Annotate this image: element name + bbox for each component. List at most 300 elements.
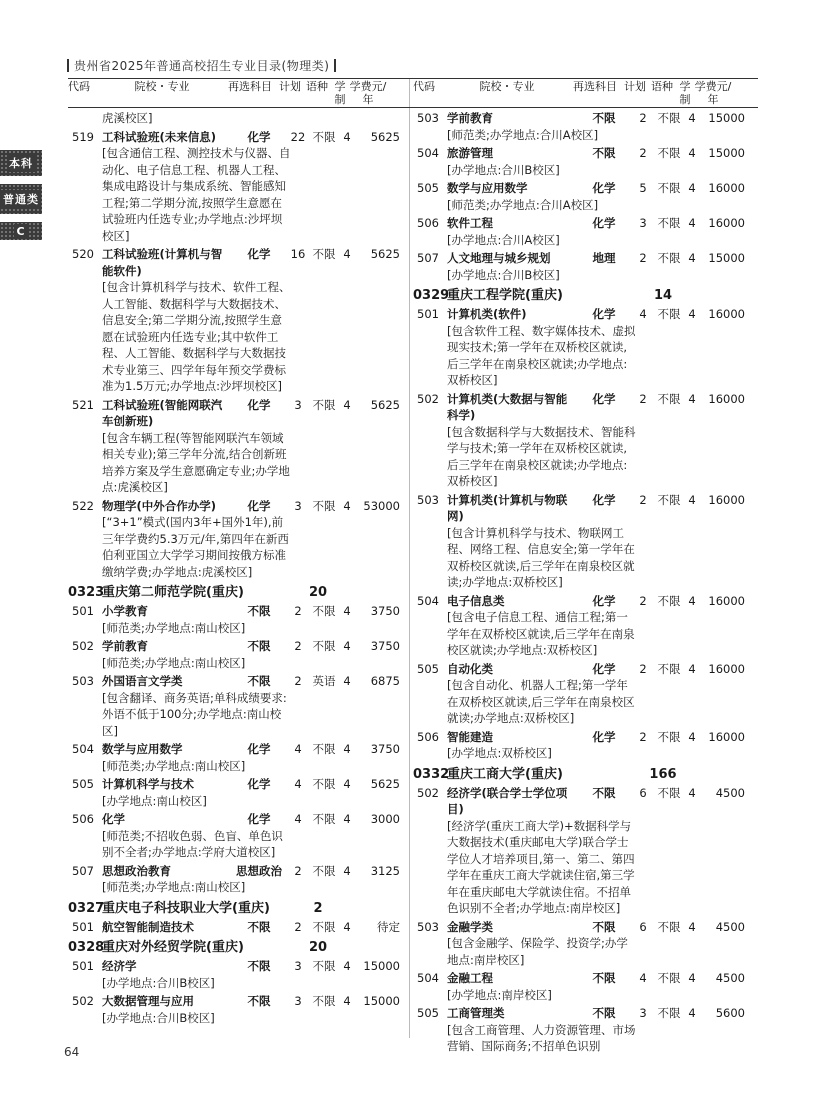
program-lang: 不限	[657, 111, 681, 125]
program-lang: 不限	[657, 593, 681, 608]
program-name: 计算机类(大数据与智能科学)	[447, 391, 568, 422]
program-note: [办学地点:南山校区]	[102, 793, 207, 808]
side-tab-undergrad: 本科	[0, 150, 42, 176]
program-code: 501	[72, 604, 94, 618]
program-fee: 4500	[715, 919, 745, 934]
program-years: 4	[688, 216, 696, 230]
program-lang: 英语	[312, 674, 336, 688]
program-row	[413, 729, 758, 746]
program-plan: 3	[294, 994, 302, 1008]
program-code: 520	[72, 247, 94, 261]
program-fee: 3750	[370, 604, 400, 618]
program-subject: 不限	[247, 994, 271, 1008]
program-row	[413, 145, 758, 162]
program-row	[413, 1005, 758, 1022]
program-note: [师范类;办学地点:合川A校区]	[447, 127, 599, 142]
program-name: 工科试验班(未来信息)	[102, 129, 217, 144]
program-years: 4	[688, 307, 696, 321]
program-code: 502	[417, 785, 439, 800]
program-code: 504	[417, 146, 439, 160]
header-subject: 再选科目	[228, 80, 272, 93]
right-column	[413, 78, 758, 1057]
header-lang: 语种	[306, 80, 328, 93]
program-name: 思想政治教育	[102, 863, 171, 878]
header-fee: 学费元/年	[694, 80, 732, 106]
program-subject: 化学	[592, 661, 616, 676]
program-years: 4	[343, 639, 351, 653]
program-subject: 不限	[592, 1006, 616, 1020]
program-plan: 2	[639, 661, 647, 676]
program-subject: 化学	[592, 729, 616, 744]
program-subject: 不限	[592, 971, 616, 985]
program-years: 4	[688, 146, 696, 160]
program-name: 工科试验班(计算机与智能软件)	[102, 247, 223, 278]
program-note: [办学地点:合川B校区]	[102, 975, 215, 990]
program-subject: 不限	[592, 111, 616, 125]
page-number: 64	[64, 1045, 80, 1059]
program-row	[68, 863, 413, 880]
program-fee: 6875	[370, 674, 400, 688]
program-row	[413, 785, 758, 818]
program-subject: 不限	[247, 604, 271, 618]
program-row	[413, 306, 758, 323]
school-header: 0328 重庆对外经贸学院(重庆) 20	[68, 940, 328, 955]
header-name: 院校・专业	[479, 80, 535, 93]
program-plan: 4	[294, 742, 302, 756]
program-note: [包含软件工程、数字媒体技术、虚拟现实技术;第一学年在双桥校区就读,后三学年在南泉校区就读;办学地点:双桥校区]	[447, 323, 636, 387]
program-code: 505	[417, 181, 439, 195]
header-title: 贵州省2025年普通高校招生专业目录(物理类)	[74, 59, 330, 73]
program-subject: 化学	[247, 247, 271, 261]
program-fee: 3125	[370, 863, 400, 878]
program-plan: 3	[639, 1006, 647, 1020]
program-plan: 2	[294, 639, 302, 653]
program-note: [师范类;办学地点:南山校区]	[102, 758, 246, 773]
program-row	[413, 593, 758, 610]
program-years: 4	[343, 742, 351, 756]
program-plan: 2	[639, 492, 647, 507]
program-name: 计算机类(计算机与物联网)	[447, 492, 568, 523]
program-plan: 3	[294, 498, 302, 513]
program-fee: 5600	[715, 1006, 745, 1020]
program-fee: 16000	[708, 729, 745, 744]
program-subject: 思想政治	[236, 863, 282, 878]
program-note: [师范类;办学地点:南山校区]	[102, 620, 246, 635]
program-years: 4	[688, 919, 696, 934]
program-code: 504	[72, 742, 94, 756]
program-fee: 15000	[708, 111, 745, 125]
program-fee: 16000	[708, 181, 745, 195]
program-years: 4	[343, 959, 351, 973]
program-name: 软件工程	[447, 216, 493, 230]
program-lang: 不限	[312, 604, 336, 618]
program-fee: 15000	[708, 146, 745, 160]
left-block1	[68, 129, 413, 581]
program-row	[413, 661, 758, 678]
program-fee: 16000	[708, 593, 745, 608]
program-plan: 22	[290, 129, 306, 144]
program-name: 金融工程	[447, 971, 493, 985]
program-subject: 化学	[247, 812, 271, 826]
program-years: 4	[343, 129, 351, 144]
program-note: [包含金融学、保险学、投资学;办学地点:南岸校区]	[447, 936, 628, 967]
program-fee: 4500	[715, 971, 745, 985]
program-plan: 4	[294, 812, 302, 826]
program-note: [“3+1”模式(国内3年+国外1年),前三年学费约5.3万元/年,第四年在新西伯利亚国立大学学习期间按俄方标准缴纳学费;办学地点:虎溪校区]	[102, 515, 289, 579]
program-note: [包含数据科学与大数据技术、智能科学与技术;第一学年在双桥校区就读,后三学年在南泉校区就读;办学地点:双桥校区]	[447, 424, 636, 488]
program-fee: 5625	[370, 247, 400, 261]
program-row	[68, 958, 413, 975]
program-row	[413, 492, 758, 525]
header-lang: 语种	[651, 80, 673, 93]
program-fee: 5625	[370, 129, 400, 144]
program-name: 学前教育	[102, 639, 148, 653]
program-subject: 不限	[592, 785, 616, 800]
program-row	[68, 498, 413, 515]
program-row	[68, 919, 413, 936]
column-header	[68, 78, 413, 108]
program-lang: 不限	[312, 863, 336, 878]
program-subject: 化学	[247, 129, 271, 144]
program-plan: 2	[294, 604, 302, 618]
program-name: 智能建造	[447, 729, 493, 744]
program-name: 金融学类	[447, 919, 493, 934]
program-fee: 待定	[377, 919, 400, 934]
program-lang: 不限	[657, 661, 681, 676]
program-code: 504	[417, 971, 439, 985]
program-subject: 化学	[247, 742, 271, 756]
program-years: 4	[343, 674, 351, 688]
program-lang: 不限	[657, 251, 681, 265]
program-code: 502	[72, 639, 94, 653]
program-years: 4	[343, 604, 351, 618]
program-code: 521	[72, 397, 94, 412]
program-fee: 5625	[370, 397, 400, 412]
header-plan: 计划	[624, 80, 646, 93]
program-name: 电子信息类	[447, 593, 505, 608]
program-years: 4	[688, 251, 696, 265]
program-plan: 3	[294, 397, 302, 412]
program-lang: 不限	[312, 498, 336, 513]
program-years: 4	[688, 1006, 696, 1020]
program-row	[68, 811, 413, 828]
program-note: [包含计算机科学与技术、物联网工程、网络工程、信息安全;第一学年在双桥校区就读,后三学年在南泉校区就读;办学地点:双桥校区]	[447, 525, 635, 589]
program-years: 4	[343, 397, 351, 412]
program-lang: 不限	[312, 959, 336, 973]
program-lang: 不限	[657, 492, 681, 507]
program-lang: 不限	[312, 812, 336, 826]
program-name: 计算机类(软件)	[447, 307, 527, 321]
program-years: 4	[688, 111, 696, 125]
program-plan: 2	[639, 146, 647, 160]
program-plan: 2	[639, 111, 647, 125]
right-block3	[413, 785, 758, 1055]
program-row	[68, 776, 413, 793]
program-subject: 不限	[247, 959, 271, 973]
column-header	[413, 78, 758, 108]
program-subject: 不限	[592, 919, 616, 934]
program-name: 外国语言文学类	[102, 674, 183, 688]
program-plan: 4	[639, 971, 647, 985]
side-tabs	[0, 150, 42, 248]
right-body	[413, 108, 758, 1055]
program-lang: 不限	[312, 994, 336, 1008]
program-row	[68, 741, 413, 758]
program-code: 503	[417, 919, 439, 934]
program-row	[413, 110, 758, 127]
left-column	[68, 78, 413, 1028]
program-years: 4	[688, 785, 696, 800]
program-code: 505	[417, 1006, 439, 1020]
program-fee: 15000	[363, 994, 400, 1008]
header-years: 学制	[334, 80, 346, 106]
program-subject: 不限	[247, 639, 271, 653]
program-code: 504	[417, 593, 439, 608]
program-lang: 不限	[312, 742, 336, 756]
program-row	[68, 638, 413, 655]
program-name: 经济学(联合学士学位项目)	[447, 785, 568, 816]
school-header: 0323 重庆第二师范学院(重庆) 20	[68, 585, 328, 600]
program-code: 501	[72, 919, 94, 934]
program-subject: 化学	[592, 181, 616, 195]
program-name: 人文地理与城乡规划	[447, 251, 551, 265]
program-lang: 不限	[657, 729, 681, 744]
header-plan: 计划	[279, 80, 301, 93]
program-name: 航空智能制造技术	[102, 919, 194, 934]
program-note: [包含通信工程、测控技术与仪器、自动化、电子信息工程、机器人工程、集成电路设计与集成系统、智能感知工程;第二学期分流,按照学生意愿在试验班内任选专业;办学地点:沙坪坝校区]	[102, 146, 291, 243]
program-note: [师范类;不招收色弱、色盲、单色识别不全者;办学地点:学府大道校区]	[102, 828, 283, 859]
side-tab-batch: C	[0, 222, 42, 240]
header-subject: 再选科目	[573, 80, 617, 93]
program-code: 501	[72, 959, 94, 973]
program-subject: 化学	[592, 216, 616, 230]
program-plan: 2	[639, 251, 647, 265]
program-years: 4	[343, 812, 351, 826]
program-code: 505	[72, 777, 94, 791]
program-fee: 53000	[363, 498, 400, 513]
program-code: 507	[72, 863, 94, 878]
program-subject: 化学	[592, 593, 616, 608]
program-name: 数学与应用数学	[102, 742, 183, 756]
program-years: 4	[688, 492, 696, 507]
program-note: [办学地点:双桥校区]	[447, 746, 552, 760]
right-block1	[413, 110, 758, 283]
program-plan: 2	[639, 593, 647, 608]
program-lang: 不限	[312, 247, 336, 261]
program-row	[413, 250, 758, 267]
program-subject: 化学	[592, 391, 616, 406]
program-lang: 不限	[312, 397, 336, 412]
program-code: 507	[417, 251, 439, 265]
program-name: 学前教育	[447, 111, 493, 125]
program-row	[413, 919, 758, 936]
program-years: 4	[343, 247, 351, 261]
header-code: 代码	[413, 80, 435, 93]
program-note: [师范类;办学地点:南山校区]	[102, 880, 246, 894]
program-lang: 不限	[657, 307, 681, 321]
program-code: 506	[72, 812, 94, 826]
right-block2	[413, 306, 758, 762]
program-plan: 4	[639, 307, 647, 321]
program-code: 501	[417, 307, 439, 321]
program-years: 4	[688, 661, 696, 676]
left-block3	[68, 919, 413, 936]
program-plan: 3	[294, 959, 302, 973]
program-row	[413, 391, 758, 424]
program-subject: 化学	[247, 777, 271, 791]
header-name: 院校・专业	[134, 80, 190, 93]
program-subject: 化学	[247, 397, 271, 412]
program-years: 4	[688, 729, 696, 744]
program-fee: 15000	[708, 251, 745, 265]
left-block4	[68, 958, 413, 1026]
program-subject: 不限	[247, 919, 271, 934]
program-note: [办学地点:合川B校区]	[447, 162, 560, 177]
program-plan: 2	[639, 391, 647, 406]
program-fee: 16000	[708, 307, 745, 321]
program-code: 503	[72, 674, 94, 688]
program-row	[413, 970, 758, 987]
continued-note: 虎溪校区]	[102, 111, 153, 125]
program-years: 4	[343, 863, 351, 878]
program-code: 506	[417, 729, 439, 744]
program-note: [包含翻译、商务英语;单科成绩要求:外语不低于100分;办学地点:南山校区]	[102, 690, 287, 738]
program-code: 503	[417, 111, 439, 125]
program-code: 502	[417, 391, 439, 406]
program-years: 4	[688, 391, 696, 406]
program-code: 519	[72, 129, 94, 144]
program-years: 4	[343, 994, 351, 1008]
program-note: [经济学(重庆工商大学)+数据科学与大数据技术(重庆邮电大学)联合学士学位人才培养项目,第一、第二、第四学年在重庆工商大学就读住宿,第三学年在重庆邮电大学就读住宿。不招单色识别不全者;办学地点:南岸校区]	[447, 818, 635, 915]
program-years: 4	[343, 919, 351, 934]
header-fee: 学费元/年	[349, 80, 387, 106]
program-plan: 3	[639, 216, 647, 230]
program-lang: 不限	[657, 146, 681, 160]
school-header: 0332 重庆工商大学(重庆) 166	[413, 766, 677, 782]
program-lang: 不限	[657, 1006, 681, 1020]
program-subject: 地理	[592, 251, 616, 265]
program-name: 物理学(中外合作办学)	[102, 498, 217, 513]
program-row	[68, 129, 413, 146]
side-tab-general: 普通类	[0, 184, 42, 214]
program-fee: 16000	[708, 492, 745, 507]
program-plan: 6	[639, 785, 647, 800]
program-fee: 5625	[370, 777, 400, 791]
program-code: 503	[417, 492, 439, 507]
program-lang: 不限	[312, 129, 336, 144]
running-title	[62, 57, 341, 74]
program-note: [办学地点:合川A校区]	[447, 232, 560, 247]
program-years: 4	[688, 971, 696, 985]
program-subject: 化学	[592, 307, 616, 321]
program-fee: 3750	[370, 742, 400, 756]
program-lang: 不限	[657, 919, 681, 934]
program-lang: 不限	[657, 216, 681, 230]
program-name: 经济学	[102, 959, 137, 973]
program-row	[68, 673, 413, 690]
header-code: 代码	[68, 80, 90, 93]
program-fee: 3000	[370, 812, 400, 826]
program-code: 506	[417, 216, 439, 230]
program-note: [包含车辆工程(等智能网联汽车领域相关专业);第三学年分流,结合创新班培养方案及学生意愿确定专业;办学地点:虎溪校区]	[102, 430, 290, 494]
school-header: 0327 重庆电子科技职业大学(重庆) 2	[68, 900, 323, 916]
program-name: 自动化类	[447, 661, 493, 676]
program-subject: 化学	[592, 492, 616, 507]
program-fee: 15000	[363, 959, 400, 973]
program-name: 计算机科学与技术	[102, 777, 194, 791]
program-code: 502	[72, 994, 94, 1008]
program-name: 工商管理类	[447, 1006, 505, 1020]
program-fee: 16000	[708, 661, 745, 676]
program-code: 505	[417, 661, 439, 676]
program-name: 大数据管理与应用	[102, 994, 194, 1008]
program-lang: 不限	[657, 971, 681, 985]
program-fee: 16000	[708, 216, 745, 230]
program-note: [办学地点:合川B校区]	[102, 1010, 215, 1025]
program-fee: 4500	[715, 785, 745, 800]
program-plan: 16	[290, 247, 306, 261]
program-years: 4	[343, 777, 351, 791]
program-note: [包含工商管理、人力资源管理、市场营销、国际商务;不招单色识别	[447, 1022, 636, 1053]
program-plan: 2	[294, 919, 302, 934]
program-name: 数学与应用数学	[447, 181, 528, 195]
program-note: [包含电子信息工程、通信工程;第一学年在双桥校区就读,后三学年在南泉校区就读;办学地点:双桥校区]	[447, 610, 635, 657]
program-lang: 不限	[312, 777, 336, 791]
program-lang: 不限	[657, 785, 681, 800]
program-plan: 2	[294, 863, 302, 878]
school-header: 0329 重庆工程学院(重庆) 14	[413, 288, 673, 303]
program-plan: 6	[639, 919, 647, 934]
program-plan: 5	[639, 181, 647, 195]
program-fee: 3750	[370, 639, 400, 653]
program-row	[68, 993, 413, 1010]
program-lang: 不限	[312, 919, 336, 934]
program-years: 4	[688, 593, 696, 608]
program-note: [师范类;办学地点:南山校区]	[102, 655, 246, 670]
program-name: 小学教育	[102, 604, 148, 618]
program-row	[68, 246, 413, 279]
left-body	[68, 108, 413, 1026]
program-lang: 不限	[657, 181, 681, 195]
program-years: 4	[688, 181, 696, 195]
program-plan: 2	[639, 729, 647, 744]
program-name: 化学	[102, 812, 125, 826]
program-row	[413, 180, 758, 197]
program-subject: 不限	[592, 146, 616, 160]
program-code: 522	[72, 498, 94, 513]
program-subject: 不限	[247, 674, 271, 688]
left-block2	[68, 603, 413, 896]
program-note: [包含自动化、机器人工程;第一学年在双桥校区就读,后三学年在南泉校区就读;办学地点:双桥校区]	[447, 678, 635, 725]
program-row	[68, 603, 413, 620]
program-name: 工科试验班(智能网联汽车创新班)	[102, 397, 223, 428]
program-note: [办学地点:合川B校区]	[447, 267, 560, 282]
program-plan: 2	[294, 674, 302, 688]
program-note: [办学地点:南岸校区]	[447, 987, 552, 1002]
program-years: 4	[343, 498, 351, 513]
program-note: [师范类;办学地点:合川A校区]	[447, 197, 599, 212]
program-subject: 化学	[247, 498, 271, 513]
program-row	[68, 397, 413, 430]
program-name: 旅游管理	[447, 146, 493, 160]
program-row	[413, 215, 758, 232]
program-fee: 16000	[708, 391, 745, 406]
program-plan: 4	[294, 777, 302, 791]
program-note: [包含计算机科学与技术、软件工程、人工智能、数据科学与大数据技术、信息安全;第二学期分流,按照学生意愿在试验班内任选专业;其中软件工程、人工智能、数据科学与大数据技术专业第三、四学年每年预交学费标准为1.5万元;办学地点:沙坪坝校区]	[102, 280, 291, 393]
header-years: 学制	[679, 80, 691, 106]
program-lang: 不限	[657, 391, 681, 406]
program-lang: 不限	[312, 639, 336, 653]
